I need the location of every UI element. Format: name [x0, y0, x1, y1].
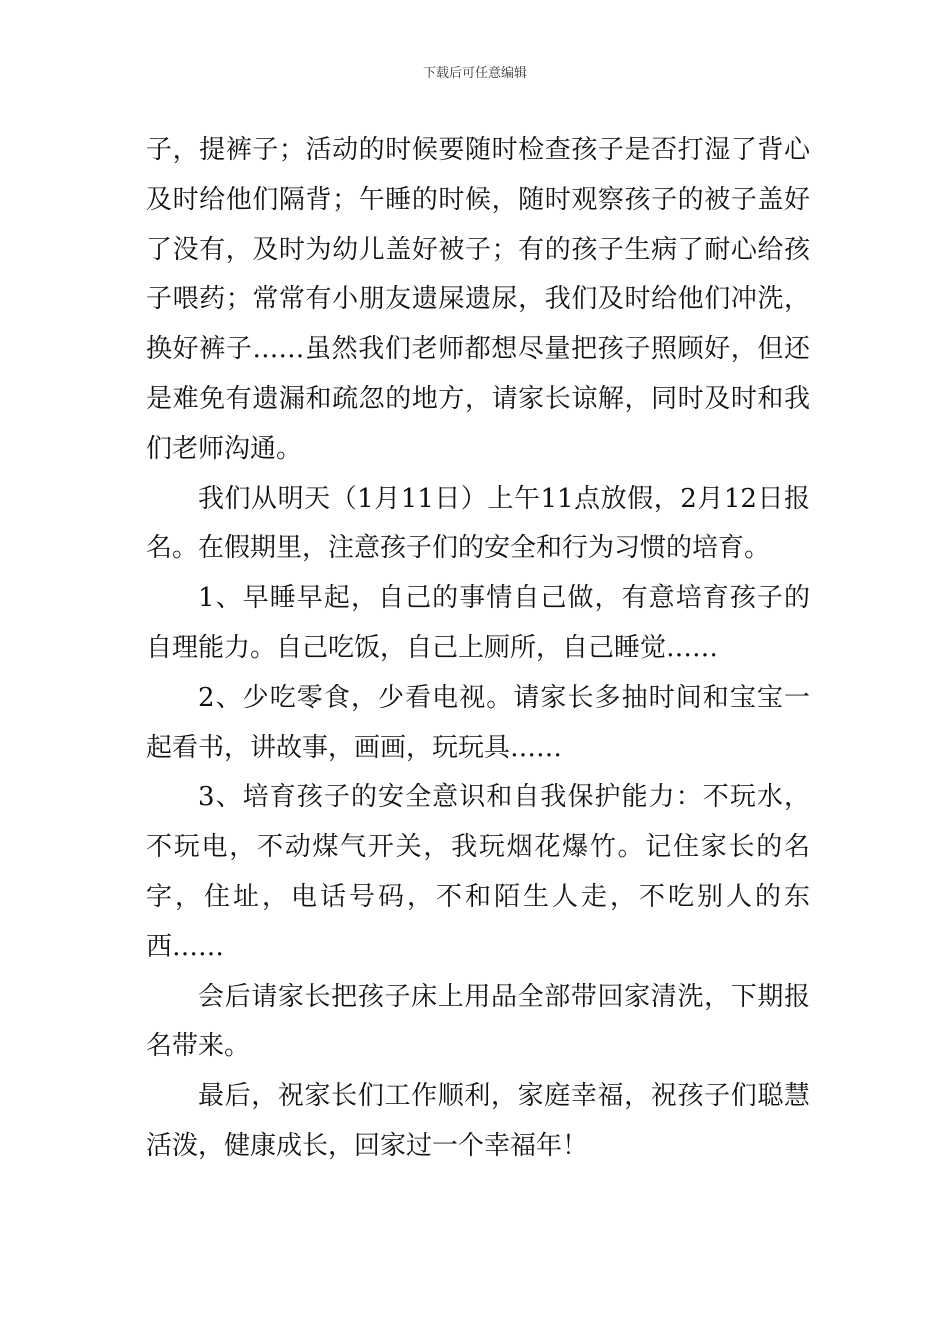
paragraph-continued: 子，提裤子；活动的时候要随时检查孩子是否打湿了背心及时给他们隔背；午睡的时候，随时观察孩子的被子盖好了没有，及时为幼儿盖好被子；有的孩子生病了耐心给孩子喂药；常常有小朋友遗屎遗尿，我们及时给他们冲洗，换好裤子……虽然我们老师都想尽量把孩子照顾好，但还是难免有遗漏和疏忽的地方，请家长谅解，同时及时和我们老师沟通。	[146, 135, 810, 464]
paragraph-bedding-reminder: 会后请家长把孩子床上用品全部带回家清洗，下期报名带来。	[146, 981, 810, 1062]
paragraph-item-3: 3、培育孩子的安全意识和自我保护能力：不玩水，不玩电，不动煤气开关，我玩烟花爆竹。记住家长的名字，住址，电话号码，不和陌生人走，不吃别人的东西……	[146, 782, 810, 962]
paragraph-closing-wishes: 最后，祝家长们工作顺利，家庭幸福，祝孩子们聪慧活泼，健康成长，回家过一个幸福年！	[146, 1081, 810, 1161]
paragraph-item-1: 1、早睡早起，自己的事情自己做，有意培育孩子的自理能力。自己吃饭，自己上厕所，自己睡觉……	[146, 583, 810, 663]
document-body	[146, 126, 810, 1172]
paragraph-holiday-notice: 我们从明天（1月11日）上午11点放假，2月12日报名。在假期里，注意孩子们的安全和行为习惯的培育。	[146, 483, 810, 564]
paragraph-item-2: 2、少吃零食，少看电视。请家长多抽时间和宝宝一起看书，讲故事，画画，玩玩具……	[146, 682, 810, 763]
page-header-note: 下载后可任意编辑	[422, 66, 527, 81]
